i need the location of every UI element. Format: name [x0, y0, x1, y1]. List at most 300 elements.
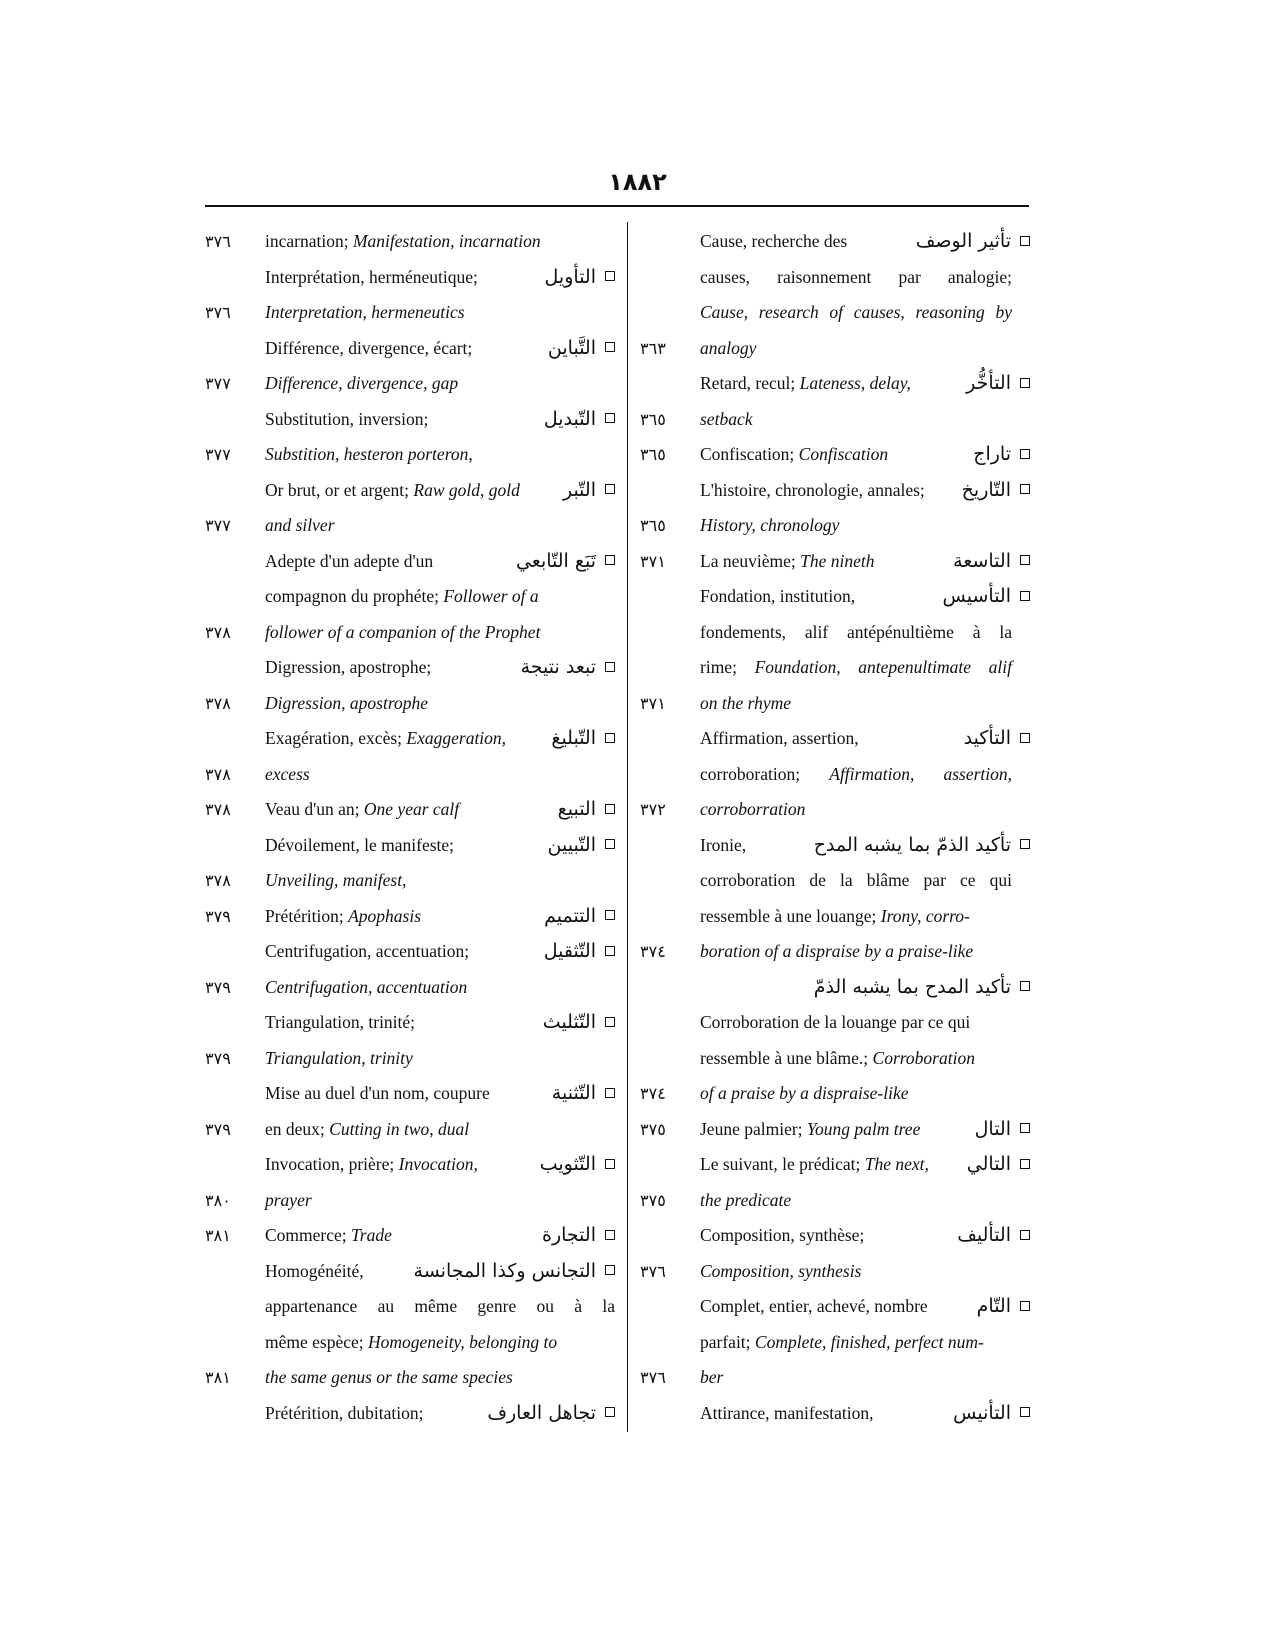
english-definition: Centrifugation, accentuation [265, 976, 468, 997]
entry-line [205, 579, 615, 615]
entry-line [640, 1396, 1030, 1432]
entry-bullet-icon [605, 946, 615, 956]
page-reference: ٣٧٦ [640, 1368, 666, 1387]
english-definition: Manifestation, incarnation [352, 231, 541, 251]
definition-text [700, 686, 791, 722]
page-reference: ٣٨١ [205, 1368, 231, 1387]
arabic-headword [543, 1005, 615, 1041]
french-definition: L'histoire, chronologie, annales; [700, 479, 925, 500]
headword-text: التأنيس [953, 1401, 1011, 1424]
entry-bullet-icon [605, 1088, 615, 1098]
entry-line [205, 1147, 615, 1183]
header-rule [205, 205, 1029, 207]
entry-bullet-icon [605, 839, 615, 849]
english-definition: boration of a dispraise by a praise-like [700, 941, 974, 961]
entry-line [640, 828, 1030, 864]
headword-text: التالي [966, 1153, 1011, 1175]
entry-line [640, 295, 1030, 331]
entry-line [205, 686, 615, 722]
arabic-headword [552, 1076, 615, 1112]
column-divider [627, 222, 628, 1432]
definition-text [700, 721, 859, 757]
definition-text [265, 366, 458, 402]
english-definition: follower of a companion of the Prophet [265, 621, 541, 642]
english-definition: Substition, hesteron porteron, [265, 444, 473, 464]
french-definition: Prétérition; [265, 905, 349, 926]
page-reference: ٣٧٩ [205, 1119, 231, 1139]
page-reference: ٣٧٧ [205, 374, 231, 393]
arabic-headword [953, 1396, 1030, 1432]
entry-line [205, 934, 615, 970]
entry-line [205, 331, 615, 367]
definition-text [700, 650, 1012, 686]
entry-bullet-icon [1020, 378, 1030, 388]
english-definition: Trade [351, 1225, 392, 1245]
french-definition: fondements, alif antépénultième à la [700, 621, 1012, 642]
english-definition: Confiscation [798, 444, 889, 464]
definition-text [265, 402, 428, 438]
entry-line [205, 970, 615, 1006]
french-definition: incarnation; [265, 231, 353, 251]
definition-text [265, 224, 541, 260]
english-definition: the predicate [700, 1189, 792, 1210]
headword-text: التّاريخ [961, 478, 1011, 501]
english-definition: Digression, apostrophe [265, 692, 429, 713]
headword-text: التأخُّر [966, 372, 1011, 394]
definition-text [700, 1289, 928, 1325]
entry-line [205, 1112, 615, 1148]
page-reference: ٣٧١ [640, 693, 666, 713]
page-reference: ٣٦٣ [640, 338, 666, 358]
definition-text [700, 1112, 920, 1148]
headword-text: التأكيد [963, 727, 1011, 749]
entry-bullet-icon [1020, 1159, 1030, 1169]
entry-line [640, 1289, 1030, 1325]
headword-text: تَبَع التّابعي [515, 549, 596, 572]
french-definition: Substitution, inversion; [265, 408, 429, 429]
french-definition: Complet, entier, achevé, nombre [700, 1296, 928, 1316]
arabic-headword [563, 473, 615, 509]
page-reference: ٣٨١ [205, 1226, 231, 1245]
french-definition: Dévoilement, le manifeste; [265, 834, 455, 855]
definition-text [265, 1183, 312, 1219]
english-definition: Difference, divergence, gap [265, 373, 459, 393]
headword-text: تاراج [973, 443, 1011, 465]
definition-text [700, 544, 874, 580]
left-column [205, 224, 615, 1431]
entry-line [640, 579, 1030, 615]
headword-text: التبيع [557, 798, 596, 820]
headword-text: تجاهل العارف [487, 1401, 596, 1424]
definition-text [265, 686, 428, 722]
definition-text [700, 473, 925, 509]
entry-line [640, 331, 1030, 367]
french-definition: Différence, divergence, écart; [265, 337, 473, 358]
entry-bullet-icon [605, 1159, 615, 1169]
entry-line [205, 508, 615, 544]
definition-text [265, 1076, 490, 1112]
entry-bullet-icon [1020, 555, 1030, 565]
arabic-headword [973, 437, 1030, 473]
headword-text: تأكيد المدح بما يشبه الذمّ [813, 975, 1011, 998]
french-definition: en deux; [265, 1118, 330, 1139]
french-definition: rime; [700, 657, 755, 677]
entry-line [205, 863, 615, 899]
entry-line [205, 437, 615, 473]
french-definition: Confiscation; [700, 444, 799, 464]
definition-text [265, 544, 433, 580]
page-reference: ٣٧٩ [205, 906, 231, 926]
page-reference: ٣٧٥ [640, 1190, 666, 1210]
definition-text [700, 295, 1012, 331]
definition-text [265, 615, 540, 651]
entry-line [640, 1005, 1030, 1041]
english-definition: and silver [265, 515, 335, 535]
arabic-headword [962, 473, 1030, 509]
definition-text [700, 1325, 984, 1361]
page-reference: ٣٧٧ [205, 516, 231, 535]
definition-text [700, 1183, 791, 1219]
french-definition: Cause, recherche des [700, 231, 848, 251]
headword-text: التجارة [542, 1224, 596, 1246]
entry-line [640, 402, 1030, 438]
entry-line [640, 1147, 1030, 1183]
entry-line [205, 1325, 615, 1361]
definition-text [700, 437, 888, 473]
arabic-headword [977, 1289, 1030, 1325]
entry-line [205, 899, 615, 935]
definition-text [265, 1254, 364, 1290]
definition-text [700, 1041, 975, 1077]
entry-line [205, 402, 615, 438]
english-definition: One year calf [363, 799, 460, 819]
french-definition: Commerce; [265, 1225, 352, 1245]
entry-line [640, 366, 1030, 402]
entry-bullet-icon [605, 1265, 615, 1275]
arabic-headword [544, 934, 615, 970]
page-reference: ٣٧٤ [640, 1084, 666, 1103]
headword-text: التّبليغ [551, 727, 596, 749]
definition-text [265, 508, 335, 544]
entry-bullet-icon [1020, 236, 1030, 246]
french-definition: Or brut, or et argent; [265, 479, 414, 500]
entry-bullet-icon [605, 484, 615, 494]
arabic-headword [966, 366, 1030, 402]
arabic-headword [957, 1218, 1030, 1254]
french-definition: parfait; [700, 1331, 755, 1352]
definition-text [265, 650, 431, 686]
definition-text [700, 1218, 864, 1254]
headword-text: التجانس وكذا المجانسة [413, 1259, 596, 1282]
page-reference: ٣٧٦ [205, 303, 231, 322]
entry-line [205, 473, 615, 509]
arabic-headword [542, 1218, 615, 1254]
entry-line [640, 1112, 1030, 1148]
english-definition: Raw gold, gold [413, 479, 520, 500]
definition-text [700, 757, 1012, 793]
page-reference: ٣٧٨ [205, 764, 231, 784]
english-definition: Follower of a [443, 586, 539, 606]
definition-text [700, 828, 746, 864]
entry-line [640, 437, 1030, 473]
arabic-headword [943, 579, 1030, 615]
french-definition: Jeune palmier; [700, 1118, 807, 1139]
entry-line [205, 615, 615, 651]
definition-text [265, 792, 459, 828]
definition-text [265, 1289, 615, 1325]
page-reference: ٣٧٨ [205, 871, 231, 890]
entry-bullet-icon [605, 733, 615, 743]
english-definition: Interpretation, hermeneutics [265, 302, 465, 322]
french-definition: Ironie, [700, 834, 747, 855]
page-reference: ٣٦٥ [640, 409, 666, 429]
entry-bullet-icon [605, 910, 615, 920]
definition-text [265, 1112, 469, 1148]
entry-line [205, 1218, 615, 1254]
arabic-headword [814, 970, 1030, 1006]
headword-text: التَّباين [547, 336, 596, 359]
french-definition: Le suivant, le prédicat; [700, 1154, 865, 1174]
entry-line [640, 615, 1030, 651]
definition-text [265, 828, 454, 864]
entry-bullet-icon [1020, 484, 1030, 494]
definition-text [700, 224, 847, 260]
headword-text: التأسيس [942, 585, 1011, 607]
entry-line [640, 1325, 1030, 1361]
entry-bullet-icon [605, 1017, 615, 1027]
headword-text: التأليف [957, 1224, 1011, 1246]
french-definition: Invocation, prière; [265, 1154, 399, 1174]
definition-text [265, 1041, 413, 1077]
english-definition: The next, [864, 1154, 929, 1174]
headword-text: تأكيد الذمّ بما يشبه المدح [813, 833, 1011, 856]
entry-bullet-icon [1020, 1230, 1030, 1240]
french-definition: appartenance au même genre ou à la [265, 1296, 615, 1316]
definition-text [700, 863, 1012, 899]
entry-line [640, 792, 1030, 828]
headword-text: التّبيين [547, 833, 596, 856]
english-definition: excess [265, 763, 310, 784]
entry-line [205, 828, 615, 864]
entry-bullet-icon [1020, 449, 1030, 459]
headword-text: التّثليث [542, 1011, 596, 1033]
entry-line [640, 1183, 1030, 1219]
definition-text [700, 260, 1012, 296]
page-reference: ٣٧٨ [205, 622, 231, 642]
english-definition: Irony, corro- [880, 905, 970, 926]
english-definition: Apophasis [348, 905, 422, 926]
english-definition: analogy [700, 337, 757, 358]
arabic-headword [548, 331, 615, 367]
arabic-headword [414, 1254, 615, 1290]
right-column [640, 224, 1030, 1431]
french-definition: La neuvième; [700, 550, 801, 571]
definition-text [700, 1076, 909, 1112]
definition-text [700, 331, 756, 367]
entry-line [205, 1076, 615, 1112]
arabic-headword [551, 721, 615, 757]
french-definition: corroboration de la blâme par ce qui [700, 870, 1012, 890]
entry-bullet-icon [605, 662, 615, 672]
arabic-headword [540, 1147, 615, 1183]
arabic-headword [516, 544, 615, 580]
headword-text: التّام [976, 1295, 1011, 1317]
entry-line [205, 366, 615, 402]
entry-line [640, 686, 1030, 722]
entry-bullet-icon [1020, 1407, 1030, 1417]
entry-bullet-icon [1020, 733, 1030, 743]
definition-text [700, 1360, 723, 1396]
page-reference: ٣٧٧ [205, 445, 231, 464]
headword-text: التأويل [544, 265, 596, 288]
definition-text [700, 1396, 873, 1432]
entry-line [205, 1254, 615, 1290]
definition-text [265, 1360, 513, 1396]
definition-text [265, 437, 473, 473]
entry-bullet-icon [605, 1230, 615, 1240]
entry-line [640, 260, 1030, 296]
entry-line [205, 1183, 615, 1219]
entry-bullet-icon [605, 342, 615, 352]
headword-text: تأثير الوصف [915, 230, 1011, 252]
entry-line [640, 1360, 1030, 1396]
definition-text [700, 1254, 861, 1290]
page-reference: ٣٧٦ [205, 232, 231, 251]
english-definition: The nineth [800, 550, 875, 571]
definition-text [265, 899, 421, 935]
entry-line [640, 934, 1030, 970]
english-definition: Composition, synthesis [700, 1260, 862, 1281]
entry-bullet-icon [605, 413, 615, 423]
entry-line [205, 1360, 615, 1396]
arabic-headword [487, 1396, 615, 1432]
page-reference: ٣٧٥ [640, 1119, 666, 1139]
page-reference: ٣٧١ [640, 551, 666, 571]
arabic-headword [544, 402, 615, 438]
page-reference: ٣٧٨ [205, 800, 231, 819]
page-reference: ٣٦٥ [640, 516, 666, 535]
definition-text [700, 402, 752, 438]
definition-text [265, 260, 478, 296]
page-reference: ٣٧٩ [205, 1048, 231, 1068]
arabic-headword [916, 224, 1030, 260]
english-definition: Cutting in two, dual [329, 1118, 470, 1139]
french-definition: Centrifugation, accentuation; [265, 941, 470, 961]
entry-line [640, 1254, 1030, 1290]
headword-text: التّثقيل [543, 940, 596, 962]
definition-text [265, 1005, 415, 1041]
english-definition: Affirmation, assertion, [829, 763, 1013, 784]
headword-text: التتميم [544, 904, 596, 927]
french-definition: Adepte d'un adepte d'un [265, 550, 434, 571]
definition-text [265, 721, 506, 757]
entry-bullet-icon [1020, 1301, 1030, 1311]
headword-text: التّثنية [551, 1082, 596, 1104]
definition-text [700, 579, 855, 615]
entry-line [640, 721, 1030, 757]
english-definition: Cause, research of causes, reasoning by [700, 302, 1012, 322]
definition-text [265, 295, 465, 331]
french-definition: Digression, apostrophe; [265, 657, 432, 677]
arabic-headword [548, 828, 615, 864]
page-reference: ٣٧٩ [205, 977, 231, 997]
french-definition: corroboration; [700, 763, 830, 784]
page-reference: ٣٧٤ [640, 942, 666, 961]
entry-line [205, 650, 615, 686]
entry-line [640, 757, 1030, 793]
entry-line [640, 863, 1030, 899]
definition-text [265, 473, 520, 509]
headword-text: تبعد نتيجة [520, 656, 596, 678]
english-definition: Lateness, delay, [799, 373, 911, 393]
headword-text: التال [974, 1117, 1011, 1140]
definition-text [700, 1147, 929, 1183]
french-definition: Exagération, excès; [265, 728, 407, 748]
page-reference: ٣٧٢ [640, 800, 666, 819]
entry-line [205, 224, 615, 260]
french-definition: Fondation, institution, [700, 586, 856, 606]
entry-line [205, 1396, 615, 1432]
english-definition: prayer [265, 1189, 312, 1210]
entry-line [205, 1005, 615, 1041]
entry-line [205, 544, 615, 580]
english-definition: Complete, finished, perfect num- [754, 1331, 984, 1352]
french-definition: Composition, synthèse; [700, 1225, 865, 1245]
page-reference: ٣٧٨ [205, 693, 231, 713]
english-definition: the same genus or the same species [265, 1367, 513, 1387]
arabic-headword [967, 1147, 1030, 1183]
page-reference: ٣٦٥ [640, 445, 666, 464]
entry-line [640, 1076, 1030, 1112]
entry-bullet-icon [605, 804, 615, 814]
headword-text: التّثويب [539, 1153, 596, 1175]
french-definition: ressemble à une blâme.; [700, 1047, 873, 1068]
french-definition: Homogénéité, [265, 1260, 364, 1281]
entry-line [205, 260, 615, 296]
definition-text [265, 934, 469, 970]
entry-bullet-icon [1020, 839, 1030, 849]
definition-text [265, 863, 406, 899]
arabic-headword [975, 1112, 1030, 1148]
french-definition: Veau d'un an; [265, 799, 364, 819]
arabic-headword [964, 721, 1030, 757]
english-definition: Young palm tree [806, 1118, 921, 1139]
french-definition: Triangulation, trinité; [265, 1012, 416, 1032]
entry-bullet-icon [605, 271, 615, 281]
definition-text [265, 970, 467, 1006]
english-definition: Unveiling, manifest, [265, 870, 407, 890]
entry-line [205, 721, 615, 757]
entry-line [640, 1041, 1030, 1077]
entry-bullet-icon [1020, 591, 1030, 601]
french-definition: causes, raisonnement par analogie; [700, 266, 1012, 287]
definition-text [265, 1325, 557, 1361]
definition-text [700, 615, 1012, 651]
entry-bullet-icon [605, 1407, 615, 1417]
entry-bullet-icon [605, 555, 615, 565]
arabic-headword [521, 650, 615, 686]
definition-text [700, 366, 911, 402]
entry-bullet-icon [1020, 1123, 1030, 1133]
french-definition: Mise au duel d'un nom, coupure [265, 1083, 490, 1103]
definition-text [265, 1218, 392, 1254]
arabic-headword [814, 828, 1030, 864]
definition-text [700, 1005, 970, 1041]
entry-line [205, 1289, 615, 1325]
arabic-headword [558, 792, 615, 828]
arabic-headword [544, 899, 615, 935]
french-definition: Retard, recul; [700, 373, 800, 393]
